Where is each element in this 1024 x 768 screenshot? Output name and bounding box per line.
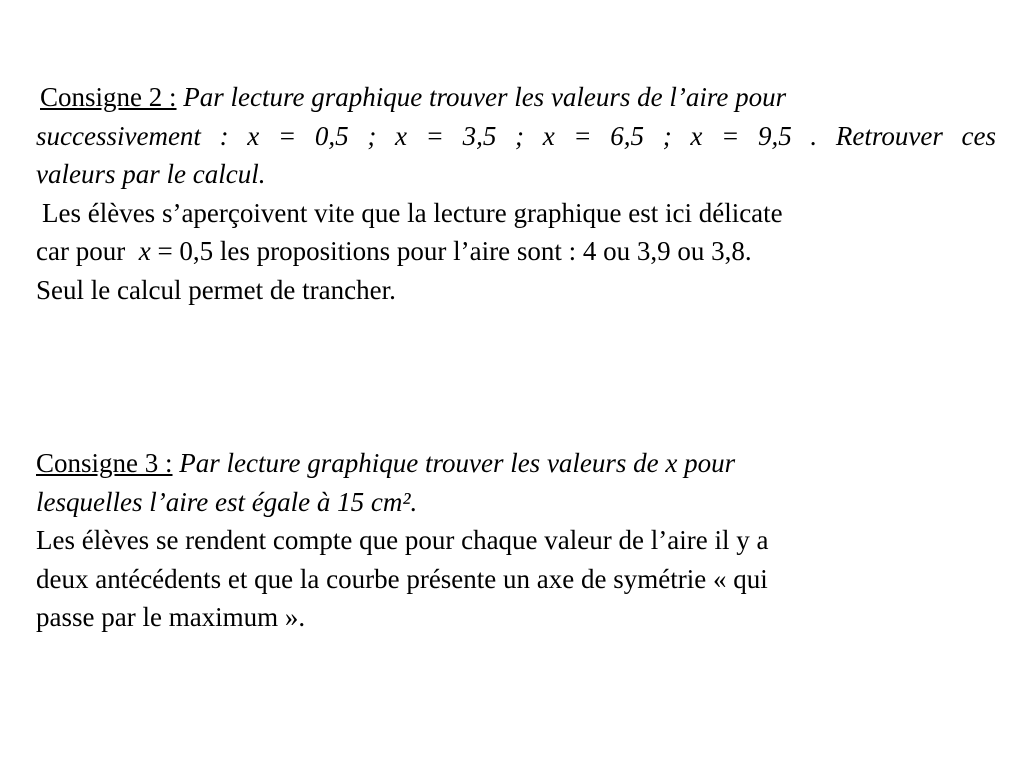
consigne-3-line-2 [36,483,996,522]
consigne-3-instruction-line-1: Par lecture graphique trouver les valeurs de x pour [179,448,736,478]
consigne-2-instruction-line-2: successivement : x = 0,5 ; x = 3,5 ; x = 6,5 ; x = 9,5 . Retrouver ces [36,120,996,151]
consigne-2-comment-line-2 [36,232,996,271]
consigne-2-comment-text-3: Seul le calcul permet de trancher. [36,274,396,305]
consigne-2-comment-line-3 [36,271,996,310]
consigne-2-comment-text-2a: car pour [36,236,139,266]
consigne-3-line-1 [36,444,996,483]
consigne-3-comment-line-3 [36,598,996,637]
consigne-2-comment-text-2b: = 0,5 les propositions pour l’aire sont : 4 ou 3,9 ou 3,8. [150,236,752,266]
consigne-3-instruction-line-2: lesquelles l’aire est égale à 15 cm². [36,486,418,517]
consigne-2-line-3 [36,155,996,194]
consigne-3-comment-text-3: passe par le maximum ». [36,602,306,632]
consigne-2-line-1 [36,78,996,117]
consigne-3-comment-text-1: Les élèves se rendent compte que pour chaque valeur de l’aire il y a [36,525,769,555]
consigne-3-label: Consigne 3 : [36,448,173,478]
consigne-2-instruction-line-1: Par lecture graphique trouver les valeurs de l’aire pour [183,82,787,112]
consigne-2-label: Consigne 2 : [40,82,177,112]
consigne-3-comment-text-2: deux antécédents et que la courbe présente un axe de symétrie « qui [36,563,768,594]
consigne-2-comment-line-1 [36,194,996,233]
consigne-2-line-2 [36,117,996,156]
consigne-2-block [36,78,996,309]
consigne-3-comment-line-2 [36,560,996,599]
consigne-2-instruction-line-3: valeurs par le calcul. [36,159,266,189]
consigne-3-block [36,444,996,637]
consigne-2-comment-text-1: Les élèves s’aperçoivent vite que la lecture graphique est ici délicate [42,197,783,228]
variable-x: x [138,236,151,266]
consigne-3-comment-line-1 [36,521,996,560]
